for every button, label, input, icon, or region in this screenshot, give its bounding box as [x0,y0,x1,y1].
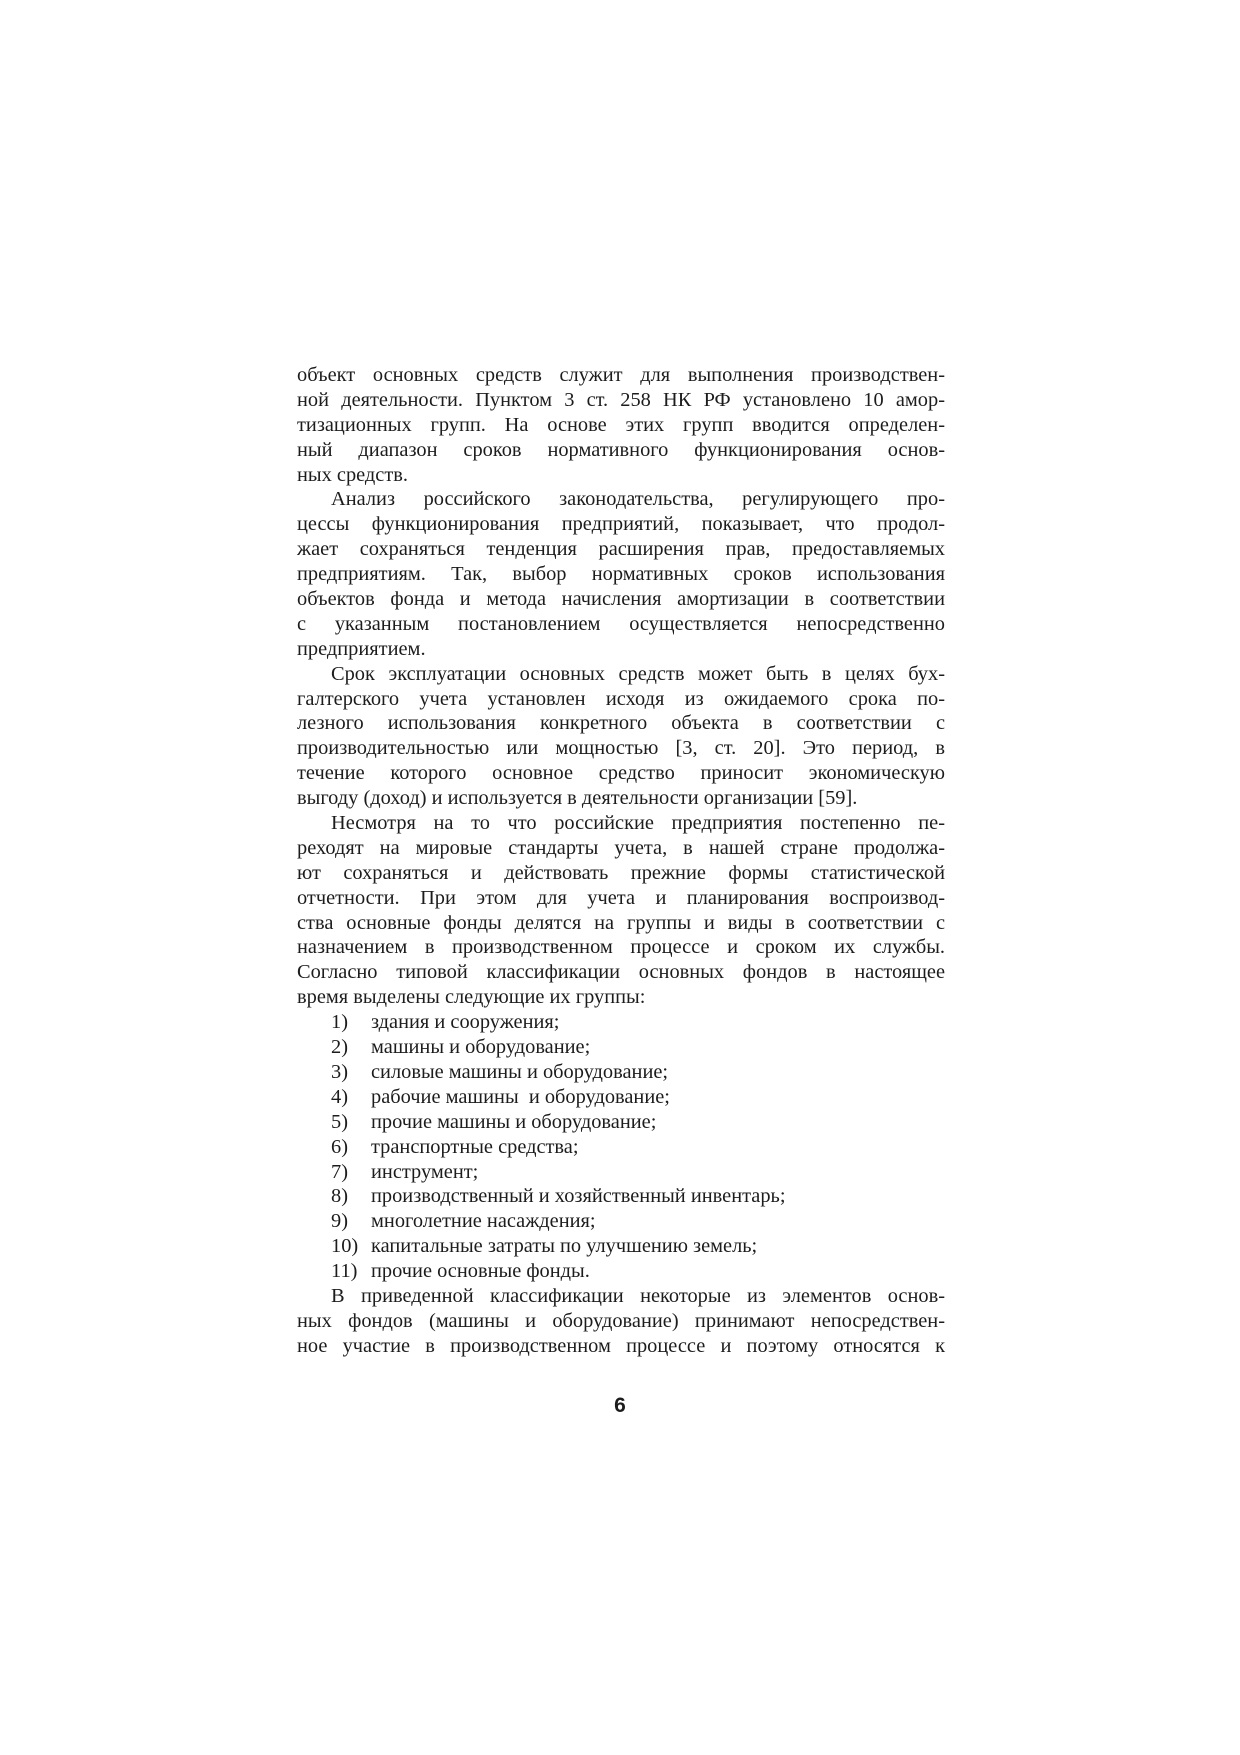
text-line: лезного использования конкретного объекта в соответствии с [297,712,945,735]
list-number: 4) [331,1085,348,1108]
closing-paragraph [297,1284,945,1359]
list-text: прочие основные фонды. [371,1260,590,1283]
list-number: 7) [331,1160,348,1183]
list-text: транспортные средства; [371,1135,579,1158]
list-item [297,1035,945,1060]
text-line: ных средств. [297,463,408,486]
list-item [297,1209,945,1234]
list-text: машины и оборудование; [371,1036,591,1059]
list-number: 11) [331,1260,358,1283]
list-item [297,1259,945,1284]
page-number: 6 [614,1394,626,1417]
list-number: 2) [331,1036,348,1059]
paragraph-4 [297,811,945,1010]
text-line: ных фондов (машины и оборудование) принимают непосредствен- [297,1309,945,1332]
list-number: 5) [331,1110,348,1133]
list-number: 3) [331,1060,348,1083]
paragraph-3 [297,662,945,811]
list-text: рабочие машины и оборудование; [371,1085,670,1108]
text-line: ное участие в производственном процессе и поэтому относятся к [297,1334,945,1357]
text-line: объект основных средств служит для выполнения производствен- [297,364,945,386]
list-text: многолетние насаждения; [371,1210,596,1233]
text-line: ют сохраняться и действовать прежние формы статистической [297,861,945,884]
text-line: галтерского учета установлен исходя из ожидаемого срока по- [297,687,945,710]
text-line: Срок эксплуатации основных средств может быть в целях бух- [331,662,945,685]
list-item [297,1135,945,1160]
text-line: предприятием. [297,637,426,660]
list-number: 8) [331,1185,348,1208]
list-item [297,1110,945,1135]
list-text: производственный и хозяйственный инвентарь; [371,1185,786,1208]
text-line: с указанным постановлением осуществляется непосредственно [297,612,945,635]
text-line: ства основные фонды делятся на группы и виды в соответствии с [297,911,945,934]
text-line: Несмотря на то что российские предприятия постепенно пе- [331,812,945,835]
text-line: назначением в производственном процессе и сроком их службы. [297,936,945,959]
text-line: время выделены следующие их группы: [297,986,646,1009]
list-text: капитальные затраты по улучшению земель; [371,1235,758,1258]
list-item [297,1060,945,1085]
page-body [297,363,945,1359]
list-text: здания и сооружения; [371,1011,560,1034]
list-text: инструмент; [371,1160,479,1183]
list-text: прочие машины и оборудование; [371,1110,657,1133]
text-line: В приведенной классификации некоторые из элементов основ- [331,1284,945,1307]
text-line: отчетности. При этом для учета и планирования воспроизвод- [297,886,945,909]
text-line: цессы функционирования предприятий, показывает, что продол- [297,513,945,536]
text-line: реходят на мировые стандарты учета, в нашей стране продолжа- [297,836,945,859]
text-line: течение которого основное средство приносит экономическую [297,762,945,785]
text-line: объектов фонда и метода начисления амортизации в соответствии [297,588,945,611]
list-item [297,1160,945,1185]
list-number: 10) [331,1235,359,1258]
list-number: 9) [331,1210,348,1233]
fixed-assets-groups-list [297,1010,945,1284]
text-line: производительностью или мощностью [3, ст. 20]. Это период, в [297,737,945,760]
text-line: тизационных групп. На основе этих групп вводится определен- [297,413,945,436]
list-item [297,1010,945,1035]
text-line: жает сохраняться тенденция расширения прав, предоставляемых [297,538,945,561]
paragraph-2 [297,487,945,661]
text-line: выгоду (доход) и используется в деятельности организации [59]. [297,787,858,810]
text-line: ный диапазон сроков нормативного функционирования основ- [297,438,945,461]
list-number: 1) [331,1011,348,1034]
list-item [297,1184,945,1209]
list-item [297,1234,945,1259]
text-line: предприятиям. Так, выбор нормативных сроков использования [297,563,945,586]
text-line: ной деятельности. Пунктом 3 ст. 258 НК РФ установлено 10 амор- [297,388,945,411]
text-line: Согласно типовой классификации основных фондов в настоящее [297,961,945,984]
text-line: Анализ российского законодательства, регулирующего про- [331,488,945,511]
list-item [297,1085,945,1110]
list-text: силовые машины и оборудование; [371,1060,669,1083]
list-number: 6) [331,1135,348,1158]
paragraph-1 [297,363,945,487]
